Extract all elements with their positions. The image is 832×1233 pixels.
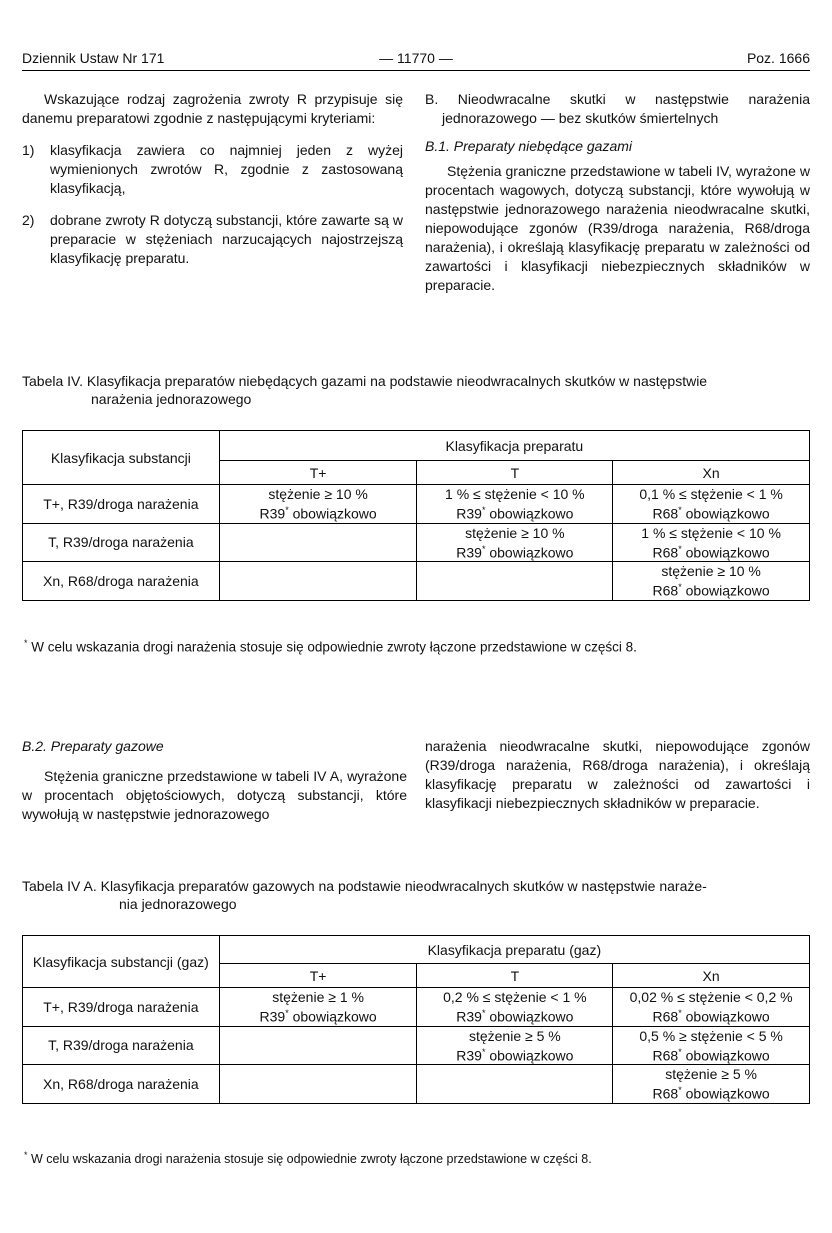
table-cell-empty	[219, 1026, 417, 1065]
continued-paragraph: narażenia nieodwracalne skutki, niepowodujące zgonów (R39/droga narażenia, R68/droga narażenia), i określają klasyfikację preparatu w zależności od zawartości i klasyfikacji niebezpiecznych składników w preparacie.	[425, 738, 810, 811]
table-cell: stężenie ≥ 1 % R39* obowiązkowo	[219, 988, 417, 1027]
table-cell: stężenie ≥ 10 % R39* obowiązkowo	[219, 485, 417, 524]
table-cell: 0,1 % ≤ stężenie < 1 % R68* obowiązkowo	[613, 485, 810, 524]
list-item	[22, 141, 403, 198]
top-right-column	[425, 90, 810, 295]
list-text: dobrane zwroty R dotyczą substancji, które zawarte są w preparacie w stężeniach narzucających najostrzejszą klasyfikację preparatu.	[50, 212, 403, 266]
subsection-paragraph: Stężenia graniczne przedstawione w tabeli IV A, wyrażone w procentach objętościowych, dotyczą substancji, które wywołują w następstwie jednorazowego	[22, 768, 407, 822]
page-header	[22, 50, 810, 71]
list-number: 1)	[22, 142, 35, 158]
table1-caption-text: Klasyfikacja preparatów niebędących gazami na podstawie nieodwracalnych skutków w następstwie	[86, 373, 708, 389]
table-row	[23, 1026, 810, 1065]
position-number: Poz. 1666	[746, 50, 810, 66]
row-label: Xn, R68/droga narażenia	[23, 562, 220, 601]
table2	[22, 935, 810, 1104]
table1-footnote: * W celu wskazania drogi narażenia stosuje się odpowiednie zwroty łączone przedstawione w części 8.	[24, 638, 637, 655]
table2-caption-cont: nia jednorazowego	[119, 896, 237, 912]
subsection-paragraph: Stężenia graniczne przedstawione w tabeli IV, wyrażone w procentach wagowych, dotyczą substancji, które wywołują w następstwie jednorazowego narażenia nieodwracalne skutki, niepowodujące zgonów (R39/droga narażenia, R68/droga narażenia), i określają klasyfikację preparatu w zależności od zawartości i klasyfikacji niebezpiecznych składników w preparacie.	[425, 163, 810, 293]
table-row	[23, 562, 810, 601]
top-left-column	[22, 90, 403, 268]
row-label: T+, R39/droga narażenia	[23, 988, 220, 1027]
table1-col-header: Xn	[613, 461, 810, 485]
table2-caption	[22, 877, 810, 913]
table-cell-empty	[417, 1065, 613, 1104]
table-cell: stężenie ≥ 10 % R68* obowiązkowo	[613, 562, 810, 601]
table-row	[23, 1065, 810, 1104]
mid-left-column	[22, 737, 407, 824]
table1-caption-cont: narażenia jednorazowego	[91, 391, 252, 407]
table2-col-header: T	[417, 964, 613, 988]
table1-head-substance: Klasyfikacja substancji	[23, 431, 220, 485]
list-text: klasyfikacja zawiera co najmniej jeden z wyżej wymienionych zwrotów R, zgodnie z zastosowaną klasyfikacją,	[50, 142, 403, 196]
row-label: T, R39/droga narażenia	[23, 1026, 220, 1065]
page-number: — 11770 —	[379, 50, 453, 66]
mid-right-column	[425, 737, 810, 813]
row-label: T, R39/droga narażenia	[23, 523, 220, 562]
table1-col-header: T	[417, 461, 613, 485]
table-cell: 0,02 % ≤ stężenie < 0,2 % R68* obowiązkowo	[613, 988, 810, 1027]
table-cell: 1 % ≤ stężenie < 10 % R68* obowiązkowo	[613, 523, 810, 562]
table-cell-empty	[219, 1065, 417, 1104]
table1-caption-label: Tabela IV.	[22, 373, 83, 389]
journal-name: Dziennik Ustaw Nr 171	[22, 50, 165, 66]
table-cell-empty	[219, 562, 417, 601]
list-number: 2)	[22, 212, 35, 228]
table2-caption-label: Tabela IV A.	[22, 878, 97, 894]
table1	[22, 430, 810, 601]
table-cell-empty	[417, 562, 613, 601]
table-cell: stężenie ≥ 10 % R39* obowiązkowo	[417, 523, 613, 562]
table-cell-empty	[219, 523, 417, 562]
table-cell: stężenie ≥ 5 % R68* obowiązkowo	[613, 1065, 810, 1104]
table2-footnote: * W celu wskazania drogi narażenia stosuje się odpowiednie zwroty łączone przedstawione w części 8.	[24, 1150, 592, 1167]
table-row	[23, 988, 810, 1027]
section-heading: B. Nieodwracalne skutki w następstwie narażenia jednorazowego — bez skutków śmiertelnych	[425, 91, 810, 126]
table2-head-preparation: Klasyfikacja preparatu (gaz)	[219, 936, 809, 964]
table2-caption-text: Klasyfikacja preparatów gazowych na podstawie nieodwracalnych skutków w następstwie naraże-	[100, 878, 707, 894]
table-cell: stężenie ≥ 5 % R39* obowiązkowo	[417, 1026, 613, 1065]
row-label: T+, R39/droga narażenia	[23, 485, 220, 524]
table-cell: 0,5 % ≥ stężenie < 5 % R68* obowiązkowo	[613, 1026, 810, 1065]
table1-head-preparation: Klasyfikacja preparatu	[219, 431, 809, 461]
list-item	[22, 211, 403, 268]
table1-caption	[22, 372, 810, 408]
table-row	[23, 485, 810, 524]
row-label: Xn, R68/droga narażenia	[23, 1065, 220, 1104]
table-cell: 0,2 % ≤ stężenie < 1 % R39* obowiązkowo	[417, 988, 613, 1027]
table-cell: 1 % ≤ stężenie < 10 % R39* obowiązkowo	[417, 485, 613, 524]
subsection-heading: B.2. Preparaty gazowe	[22, 738, 164, 754]
intro-paragraph: Wskazujące rodzaj zagrożenia zwroty R przypisuje się danemu preparatowi zgodnie z następującymi kryteriami:	[22, 91, 403, 126]
subsection-heading: B.1. Preparaty niebędące gazami	[425, 138, 633, 154]
table2-head-substance: Klasyfikacja substancji (gaz)	[23, 936, 220, 988]
table2-col-header: Xn	[613, 964, 810, 988]
table-row	[23, 523, 810, 562]
table1-col-header: T+	[219, 461, 417, 485]
table2-col-header: T+	[219, 964, 417, 988]
